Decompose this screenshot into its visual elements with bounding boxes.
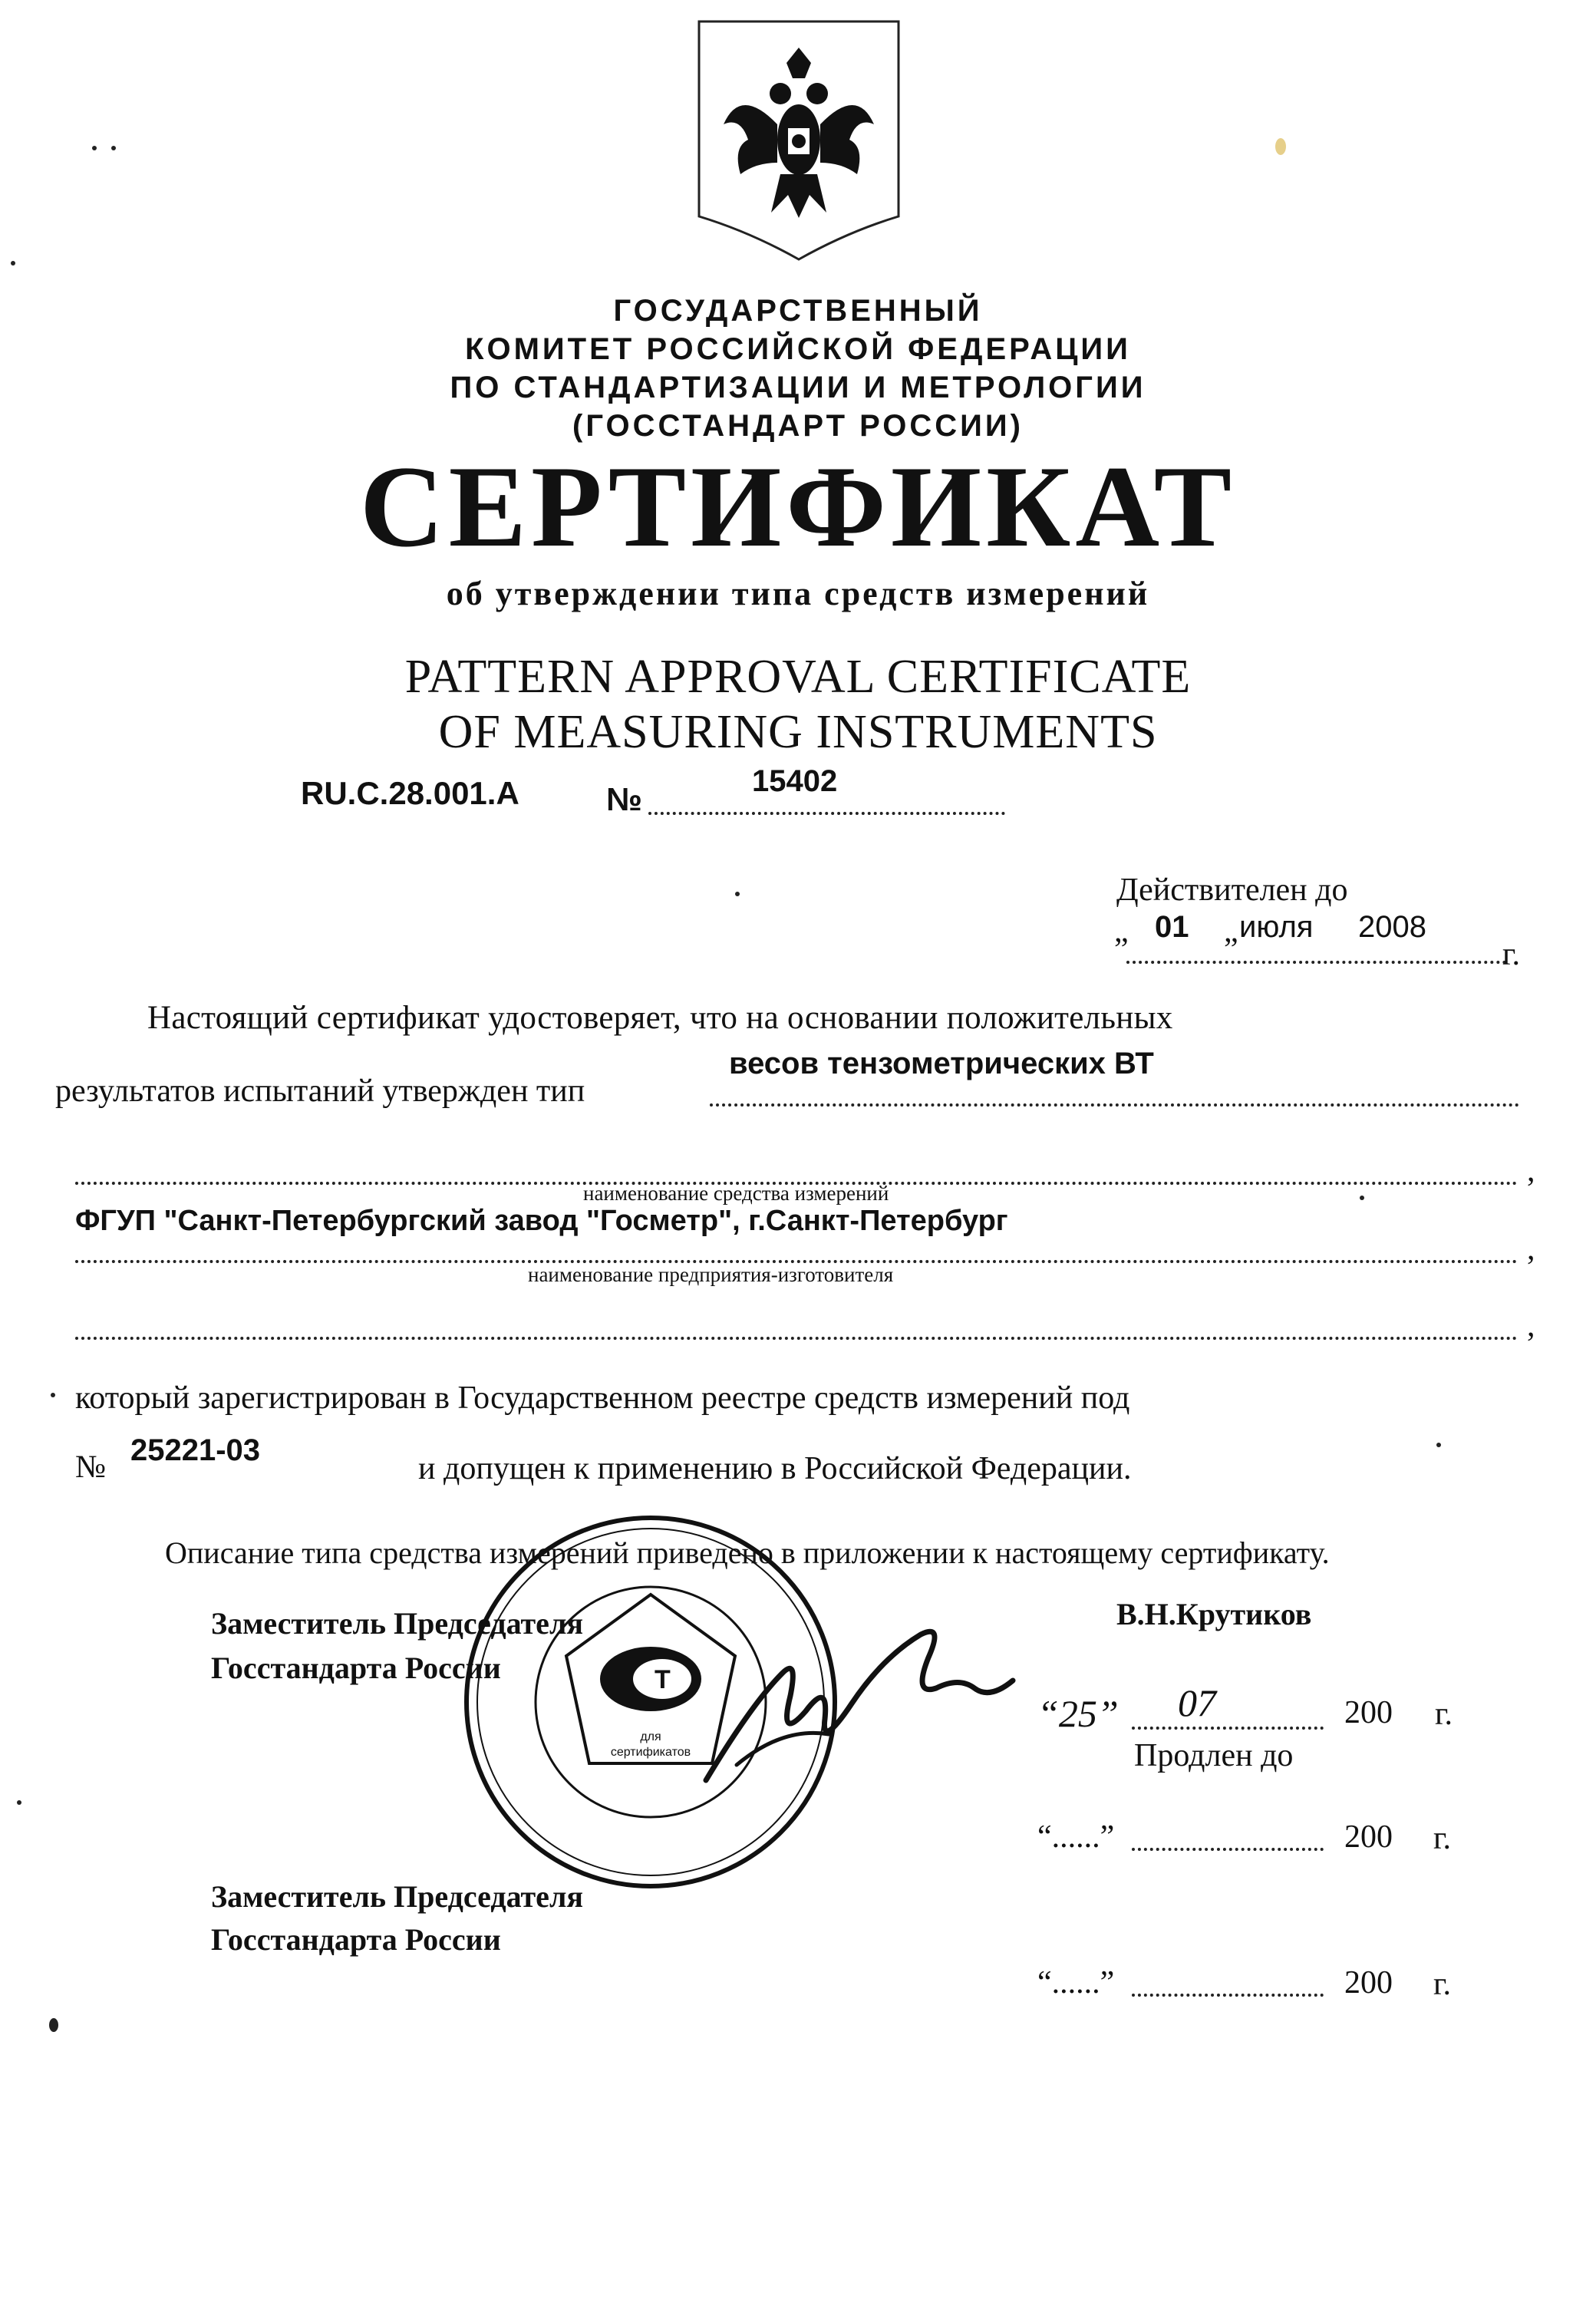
signer2-title-line-1: Заместитель Председателя bbox=[211, 1879, 584, 1914]
paragraph-line-2: результатов испытаний утвержден тип bbox=[55, 1074, 585, 1109]
extension-dotted-line-2 bbox=[1132, 1994, 1324, 1997]
extension-quote-1: “......” bbox=[1037, 1819, 1115, 1855]
handwritten-signature bbox=[691, 1611, 1028, 1796]
description-text: Описание типа средства измерений приведено в приложении к настоящему сертификату. bbox=[165, 1535, 1330, 1570]
extension-year-suffix-2: г. bbox=[1433, 1967, 1451, 2002]
english-title-line-1: PATTERN APPROVAL CERTIFICATE bbox=[404, 651, 1192, 703]
scan-speck bbox=[92, 146, 97, 150]
extension-year-suffix-1: г. bbox=[1433, 1821, 1451, 1856]
comma-3: , bbox=[1527, 1308, 1535, 1344]
number-sign: № bbox=[606, 781, 642, 817]
extra-dotted-line bbox=[75, 1337, 1518, 1340]
svg-text:Т: Т bbox=[655, 1665, 671, 1694]
scan-speck bbox=[17, 1800, 21, 1805]
stamp-inner-text-2: сертификатов bbox=[610, 1746, 691, 1759]
certificate-title: СЕРТИФИКАТ bbox=[359, 442, 1237, 571]
comma-1: , bbox=[1527, 1153, 1535, 1189]
scan-speck bbox=[11, 261, 15, 266]
certificate-series: RU.C.28.001.A bbox=[301, 775, 519, 811]
scan-speck bbox=[1275, 138, 1286, 155]
extended-label: Продлен до bbox=[1134, 1738, 1294, 1773]
scan-speck bbox=[1360, 1196, 1364, 1200]
scan-speck bbox=[111, 146, 116, 150]
scan-speck bbox=[735, 892, 740, 896]
instrument-caption: наименование средства измерений bbox=[583, 1182, 889, 1205]
stamp-inner-text-1: для bbox=[640, 1730, 661, 1743]
signer-name: В.Н.Крутиков bbox=[1116, 1597, 1312, 1631]
extension-year-2: 200 bbox=[1344, 1965, 1393, 2000]
registry-number: 25221-03 bbox=[130, 1433, 261, 1467]
english-title-line-2: OF MEASURING INSTRUMENTS bbox=[438, 706, 1158, 758]
issue-year-suffix: г. bbox=[1435, 1697, 1453, 1732]
extension-quote-2: “......” bbox=[1037, 1965, 1115, 2000]
instrument-name: весов тензометрических ВТ bbox=[729, 1047, 1154, 1080]
issue-year: 200 bbox=[1344, 1695, 1393, 1730]
number-dotted-line bbox=[648, 812, 1005, 815]
certificate-number: 15402 bbox=[752, 764, 838, 798]
extension-dotted-line-1 bbox=[1132, 1848, 1324, 1851]
manufacturer-caption: наименование предприятия-изготовителя bbox=[528, 1263, 894, 1286]
agency-line-3: ПО СТАНДАРТИЗАЦИИ И МЕТРОЛОГИИ bbox=[450, 371, 1146, 404]
manufacturer-name: ФГУП "Санкт-Петербургский завод "Госметр", г.Санкт-Петербург bbox=[75, 1205, 1008, 1237]
admitted-text: и допущен к применению в Российской Федерации. bbox=[418, 1451, 1132, 1486]
signer2-title-line-2: Госстандарта России bbox=[211, 1922, 501, 1957]
valid-month: июля bbox=[1239, 910, 1314, 944]
scan-speck bbox=[51, 1393, 55, 1397]
coat-of-arms-emblem bbox=[694, 17, 903, 264]
handwritten-day: “25” bbox=[1037, 1692, 1119, 1735]
open-quote: „ bbox=[1114, 914, 1129, 949]
year-suffix: г. bbox=[1502, 937, 1520, 972]
registered-text: который зарегистрирован в Государственном реестре средств измерений под bbox=[75, 1380, 1130, 1416]
close-quote: „ bbox=[1224, 914, 1238, 949]
agency-line-4: (ГОССТАНДАРТ РОССИИ) bbox=[572, 409, 1024, 443]
signer-title-line-2: Госстандарта России bbox=[211, 1651, 501, 1685]
agency-line-2: КОМИТЕТ РОССИЙСКОЙ ФЕДЕРАЦИИ bbox=[465, 332, 1131, 366]
scan-speck bbox=[1436, 1443, 1441, 1447]
valid-until-label: Действителен до bbox=[1116, 872, 1348, 908]
handwritten-month: 07 bbox=[1178, 1681, 1216, 1724]
signer-title-line-1: Заместитель Председателя bbox=[211, 1606, 584, 1641]
certificate-subtitle: об утверждении типа средств измерений bbox=[446, 575, 1150, 612]
agency-line-1: ГОСУДАРСТВЕННЫЙ bbox=[613, 294, 983, 328]
registry-number-sign: № bbox=[75, 1450, 107, 1485]
valid-year: 2008 bbox=[1358, 910, 1426, 944]
issue-dotted-line bbox=[1132, 1727, 1324, 1730]
paragraph-line-1: Настоящий сертификат удостоверяет, что на основании положительных bbox=[147, 1000, 1173, 1036]
valid-day: 01 bbox=[1155, 910, 1189, 944]
comma-2: , bbox=[1527, 1232, 1535, 1267]
instrument-dotted-line-1 bbox=[710, 1103, 1519, 1107]
scan-speck bbox=[49, 2018, 58, 2032]
extension-year-1: 200 bbox=[1344, 1819, 1393, 1855]
valid-dotted-line bbox=[1126, 961, 1506, 964]
